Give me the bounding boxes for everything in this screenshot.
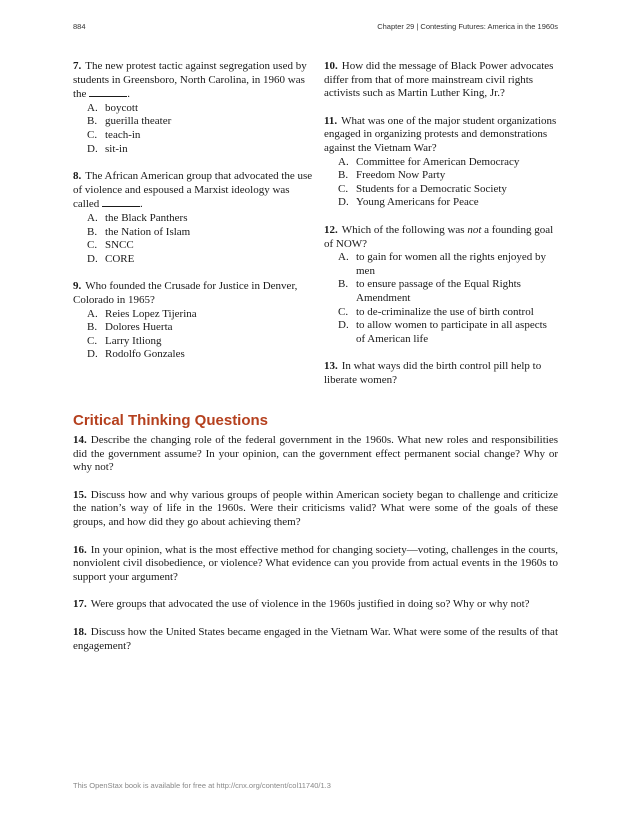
question-text: Describe the changing role of the federal government in the 1960s. What new roles and responsibilities did the government assume? In your opinion, can the government effect permanent social change? Why or why not? xyxy=(73,434,558,474)
choice-text: Reies Lopez Tijerina xyxy=(105,307,197,320)
choice-text: to allow women to participate in all aspects of American life xyxy=(356,319,547,345)
choice-b xyxy=(73,321,313,335)
question-text: In your opinion, what is the most effective method for changing society—voting, challenges in the courts, nonviolent civil disobedience, or violence? What evidence can you provide from actual events in the 1960s to support your argument? xyxy=(73,543,558,583)
question-text: The African American group that advocated the use of violence and espoused a Marxist ideology was called xyxy=(73,170,313,211)
choice-d xyxy=(73,143,313,157)
question-text: In what ways did the birth control pill help to liberate women? xyxy=(324,360,542,386)
question-7 xyxy=(73,60,313,156)
choice-text: Rodolfo Gonzales xyxy=(105,348,185,361)
question-15 xyxy=(73,489,558,530)
question-number: 15. xyxy=(73,488,87,501)
choice-letter: D. xyxy=(87,348,98,361)
choice-letter: C. xyxy=(87,334,98,347)
choice-letter: D. xyxy=(87,252,98,265)
choice-text: Freedom Now Party xyxy=(356,169,446,182)
answer-choices xyxy=(324,251,558,346)
choice-b xyxy=(324,169,558,183)
choice-letter: A. xyxy=(338,155,349,168)
choice-text: Dolores Huerta xyxy=(105,321,173,334)
choice-a xyxy=(73,102,313,116)
choice-text: CORE xyxy=(105,252,135,265)
choice-letter: D. xyxy=(87,142,98,155)
critical-thinking-questions xyxy=(73,434,558,667)
choice-text: Students for a Democratic Society xyxy=(356,182,507,195)
choice-d xyxy=(324,196,558,210)
choice-text: to gain for women all the rights enjoyed by men xyxy=(356,251,547,277)
choice-letter: D. xyxy=(338,319,349,332)
choice-text: SNCC xyxy=(105,239,134,252)
choice-b xyxy=(73,226,313,240)
question-text: The new protest tactic against segregation used by students in Greensboro, North Carolina, in 1960 was the xyxy=(73,60,307,101)
choice-text: boycott xyxy=(105,101,138,114)
choice-c xyxy=(73,129,313,143)
question-number: 11. xyxy=(324,114,338,127)
question-8 xyxy=(73,170,313,266)
choice-b xyxy=(73,115,313,129)
question-10 xyxy=(324,60,558,101)
answer-choices xyxy=(73,212,313,266)
question-text: Who founded the Crusade for Justice in Denver, Colorado in 1965? xyxy=(73,280,298,306)
choice-d xyxy=(73,253,313,267)
choice-c xyxy=(73,239,313,253)
choice-c xyxy=(324,183,558,197)
fill-in-blank xyxy=(89,87,127,97)
choice-text: to de-criminalize the use of birth control xyxy=(356,305,534,318)
choice-c xyxy=(324,306,558,320)
choice-b xyxy=(324,278,558,305)
choice-letter: B. xyxy=(338,278,349,291)
choice-letter: B. xyxy=(87,115,98,128)
running-header-chapter: Chapter 29 | Contesting Futures: America in the 1960s xyxy=(377,22,558,31)
choice-text: guerilla theater xyxy=(105,115,172,128)
page-number: 884 xyxy=(73,22,86,31)
question-text-continued: a founding goal of NOW? xyxy=(324,223,554,250)
choice-a xyxy=(324,156,558,170)
page-footer: This OpenStax book is available for free at http://cnx.org/content/col11740/1.3 xyxy=(73,781,331,790)
question-text: How did the message of Black Power advocates differ from that of more mainstream civil rights activists such as Martin Luther King, Jr.? xyxy=(324,60,554,100)
question-12 xyxy=(324,224,558,346)
question-number: 16. xyxy=(73,543,87,556)
answer-choices xyxy=(324,156,558,210)
choice-c xyxy=(73,335,313,349)
choice-letter: C. xyxy=(338,305,349,318)
question-number: 8. xyxy=(73,170,82,183)
question-number: 9. xyxy=(73,280,82,293)
question-number: 10. xyxy=(324,60,338,72)
choice-letter: C. xyxy=(338,182,349,195)
choice-letter: A. xyxy=(338,251,349,264)
choice-a xyxy=(73,212,313,226)
question-tail: . xyxy=(140,198,143,211)
choice-letter: B. xyxy=(87,225,98,238)
choice-letter: A. xyxy=(87,211,98,224)
choice-letter: A. xyxy=(87,307,98,320)
question-text: What was one of the major student organizations engaged in organizing protests and demonstrations against the Vietnam War? xyxy=(324,114,557,154)
choice-letter: A. xyxy=(87,101,98,114)
section-heading: Critical Thinking Questions xyxy=(73,412,269,429)
question-text: Discuss how the United States became engaged in the Vietnam War. What were some of the results of that engagement? xyxy=(73,625,558,652)
question-number: 7. xyxy=(73,60,82,72)
question-text: Which of the following was xyxy=(341,223,465,236)
question-emphasis: not xyxy=(467,223,482,236)
choice-d xyxy=(73,348,313,362)
question-text: Were groups that advocated the use of violence in the 1960s justified in doing so? Why or why not? xyxy=(90,598,530,611)
question-number: 17. xyxy=(73,598,87,611)
choice-text: teach-in xyxy=(105,128,141,141)
choice-a xyxy=(324,251,558,278)
choice-letter: D. xyxy=(338,196,349,209)
choice-a xyxy=(73,308,313,322)
choice-d xyxy=(324,319,558,346)
choice-text: Larry Itliong xyxy=(105,334,162,347)
question-16 xyxy=(73,544,558,585)
choice-letter: C. xyxy=(87,239,98,252)
question-11 xyxy=(324,115,558,210)
question-tail: . xyxy=(127,88,130,101)
fill-in-blank xyxy=(102,197,140,207)
choice-letter: B. xyxy=(338,169,349,182)
question-number: 13. xyxy=(324,360,338,373)
question-number: 14. xyxy=(73,434,87,446)
choice-text: sit-in xyxy=(105,142,128,155)
choice-text: the Nation of Islam xyxy=(105,225,191,238)
question-number: 12. xyxy=(324,223,338,236)
choice-letter: C. xyxy=(87,128,98,141)
answer-choices xyxy=(73,102,313,156)
question-13 xyxy=(324,360,558,387)
question-17 xyxy=(73,598,558,612)
answer-choices xyxy=(73,308,313,362)
left-question-column xyxy=(73,60,313,376)
question-14 xyxy=(73,434,558,475)
question-number: 18. xyxy=(73,625,87,638)
choice-letter: B. xyxy=(87,321,98,334)
question-9 xyxy=(73,280,313,362)
right-question-column xyxy=(324,60,558,401)
question-18 xyxy=(73,626,558,653)
question-text: Discuss how and why various groups of people within American society began to challenge and criticize the nation’s way of life in the 1960s. Were their criticisms valid? What were some of the goals of these groups, and how did they go about achieving them? xyxy=(73,488,558,528)
choice-text: the Black Panthers xyxy=(105,211,188,224)
choice-text: to ensure passage of the Equal Rights Amendment xyxy=(356,278,521,304)
choice-text: Committee for American Democracy xyxy=(356,155,520,168)
choice-text: Young Americans for Peace xyxy=(356,196,479,209)
